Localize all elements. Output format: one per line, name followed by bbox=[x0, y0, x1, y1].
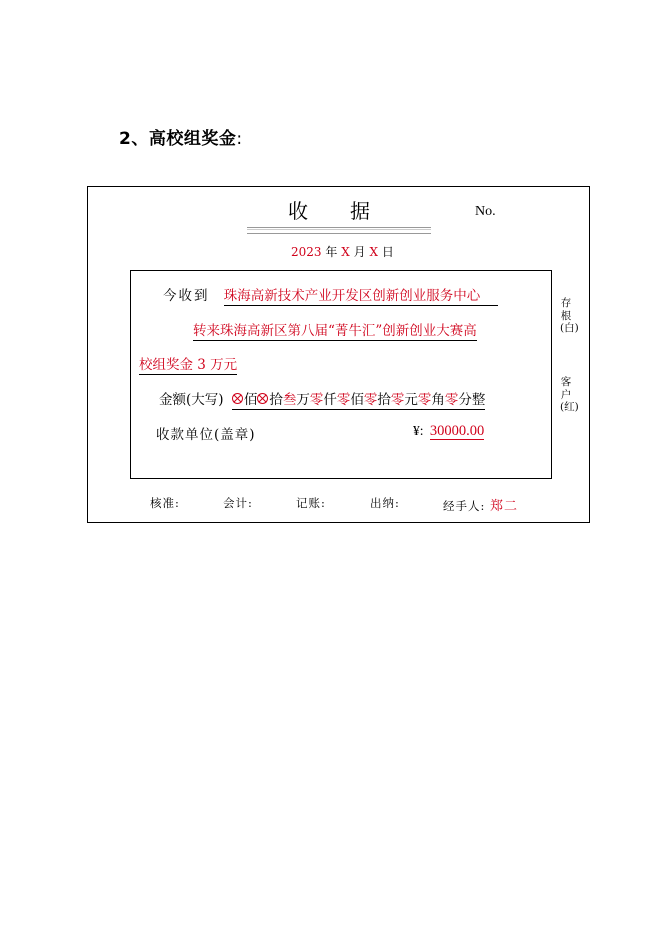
received-from-label: 今收到 bbox=[163, 288, 210, 304]
receipt-body-box bbox=[130, 270, 552, 479]
receipt-form bbox=[87, 186, 590, 523]
purpose-line-1 bbox=[193, 319, 477, 339]
amount-qian-unit: 仟 bbox=[323, 392, 337, 408]
payee-row bbox=[156, 423, 256, 443]
amount-shi2-unit: 拾 bbox=[377, 392, 391, 408]
date-day: X bbox=[369, 245, 378, 259]
amount-shi2-digit: 零 bbox=[363, 392, 378, 408]
amount-qian-digit: 零 bbox=[309, 392, 324, 408]
purpose-line-2 bbox=[139, 353, 237, 373]
footer-accountant: 会计: bbox=[223, 496, 253, 510]
amount-jiao-digit: 零 bbox=[417, 392, 432, 408]
amount-symbol: ¥: bbox=[413, 423, 424, 438]
amount-fen-digit: 零 bbox=[444, 392, 459, 408]
purpose-line-1-text: 转来珠海高新区第八届“菁牛汇”创新创业大赛高 bbox=[193, 323, 477, 339]
receipt-title: 收据 bbox=[288, 199, 412, 223]
section-heading bbox=[119, 124, 243, 149]
amount-in-words-row bbox=[159, 388, 485, 408]
amount-jiao-unit: 角 bbox=[431, 392, 445, 408]
amount-zheng: 整 bbox=[471, 392, 486, 408]
amount-words-label: 金额(大写) bbox=[159, 392, 224, 408]
title-double-rule bbox=[247, 227, 431, 234]
received-from-row bbox=[163, 284, 498, 304]
footer-handler bbox=[443, 495, 518, 514]
footer-cashier: 出纳: bbox=[370, 496, 400, 510]
amount-number-row bbox=[413, 423, 484, 440]
received-from-value: 珠海高新技术产业开发区创新创业服务中心 bbox=[224, 288, 499, 306]
purpose-line-2-text: 校组奖金 3 万元 bbox=[139, 357, 238, 373]
amount-words-value bbox=[232, 392, 486, 410]
footer-handler-name: 郑二 bbox=[490, 499, 519, 514]
amount-wan-digit: 叁 bbox=[282, 392, 297, 408]
date-month-unit: 月 bbox=[353, 245, 366, 259]
amount-bai-unit: 佰 bbox=[243, 392, 258, 408]
amount-wan-unit: 万 bbox=[296, 392, 310, 408]
crossed-circle-icon bbox=[232, 393, 243, 404]
amount-bai2-unit: 佰 bbox=[350, 392, 364, 408]
date-year: 2023 bbox=[291, 245, 322, 259]
footer-handler-label: 经手人: bbox=[443, 499, 486, 513]
section-heading-text: 2、高校组奖金 bbox=[119, 129, 237, 149]
date-year-unit: 年 bbox=[325, 245, 338, 259]
footer-bookkeeper: 记账: bbox=[296, 496, 326, 510]
side-label-stub: 存根(白) bbox=[560, 297, 579, 334]
amount-fen-unit: 分 bbox=[458, 392, 472, 408]
amount-bai2-digit: 零 bbox=[336, 392, 351, 408]
footer-approve: 核准: bbox=[150, 496, 180, 510]
crossed-circle-icon bbox=[257, 393, 268, 404]
amount-yuan-digit: 零 bbox=[390, 392, 405, 408]
side-label-customer: 客户(红) bbox=[560, 376, 579, 413]
payee-label: 收款单位(盖章) bbox=[156, 427, 256, 443]
amount-yuan-unit: 元 bbox=[404, 392, 418, 408]
receipt-date bbox=[291, 243, 394, 260]
receipt-number-label: No. bbox=[475, 204, 496, 219]
date-day-unit: 日 bbox=[381, 245, 394, 259]
section-heading-colon: : bbox=[236, 129, 243, 149]
amount-number: 30000.00 bbox=[429, 423, 485, 439]
amount-shi-unit: 拾 bbox=[269, 392, 283, 408]
date-month: X bbox=[341, 245, 350, 259]
